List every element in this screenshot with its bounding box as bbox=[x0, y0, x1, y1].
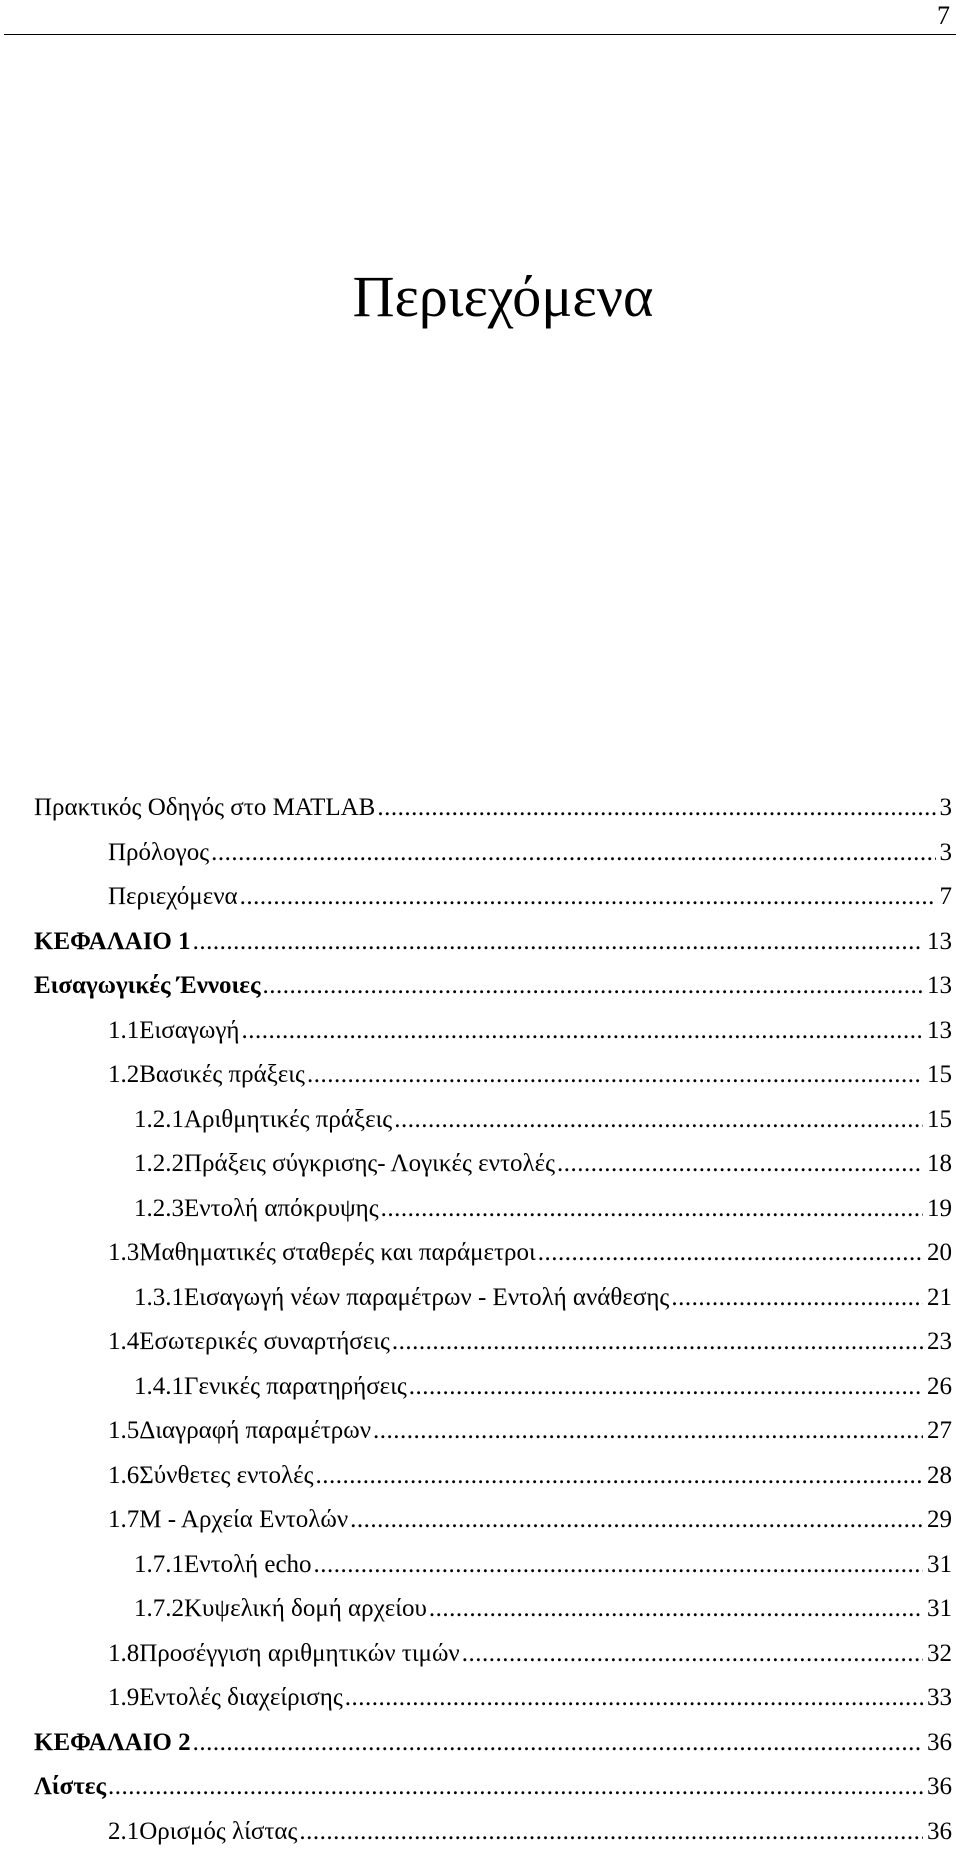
toc-dot-leader bbox=[462, 1632, 923, 1677]
toc-entry-title: Εσωτερικές συναρτήσεις bbox=[139, 1320, 390, 1365]
toc-entry[interactable] bbox=[0, 786, 960, 831]
toc-entry-page: 21 bbox=[927, 1276, 952, 1321]
toc-entry-page: 36 bbox=[927, 1765, 952, 1810]
toc-entry[interactable] bbox=[0, 1320, 960, 1365]
toc-entry-title: Λίστες bbox=[34, 1765, 106, 1810]
toc-entry-page: 15 bbox=[927, 1098, 952, 1143]
toc-entry-page: 20 bbox=[927, 1231, 952, 1276]
toc-dot-leader bbox=[557, 1142, 923, 1187]
toc-entry-page: 32 bbox=[927, 1632, 952, 1677]
toc-entry-title: Εντολή απόκρυψης bbox=[184, 1187, 379, 1232]
toc-entry-page: 13 bbox=[927, 920, 952, 965]
page-title: Περιεχόμενα bbox=[0, 262, 960, 332]
toc-entry-number: 2.1 bbox=[108, 1810, 139, 1854]
table-of-contents bbox=[0, 786, 960, 1854]
toc-entry-title: Σύνθετες εντολές bbox=[139, 1454, 313, 1499]
toc-entry[interactable] bbox=[0, 1454, 960, 1499]
toc-entry[interactable] bbox=[0, 1009, 960, 1054]
toc-entry-number: 1.7.2 bbox=[134, 1587, 184, 1632]
toc-entry[interactable] bbox=[0, 1765, 960, 1810]
toc-entry[interactable] bbox=[0, 920, 960, 965]
toc-entry[interactable] bbox=[0, 1543, 960, 1588]
toc-entry-page: 3 bbox=[940, 786, 953, 831]
toc-entry-number: 1.2.2 bbox=[134, 1142, 184, 1187]
page-number: 7 bbox=[937, 0, 950, 32]
toc-entry-title: Πράξεις σύγκρισης- Λογικές εντολές bbox=[184, 1142, 555, 1187]
toc-dot-leader bbox=[316, 1454, 923, 1499]
toc-entry[interactable] bbox=[0, 1676, 960, 1721]
toc-dot-leader bbox=[394, 1098, 923, 1143]
toc-entry-title: Εισαγωγή νέων παραμέτρων - Εντολή ανάθεσης bbox=[184, 1276, 669, 1321]
toc-entry[interactable] bbox=[0, 1276, 960, 1321]
toc-dot-leader bbox=[263, 964, 923, 1009]
toc-entry-number: 1.3 bbox=[108, 1231, 139, 1276]
toc-entry-number: 1.1 bbox=[108, 1009, 139, 1054]
toc-entry-page: 27 bbox=[927, 1409, 952, 1454]
toc-entry-page: 33 bbox=[927, 1676, 952, 1721]
toc-entry-page: 28 bbox=[927, 1454, 952, 1499]
toc-entry-number: 1.4.1 bbox=[134, 1365, 184, 1410]
toc-entry[interactable] bbox=[0, 1142, 960, 1187]
toc-entry[interactable] bbox=[0, 1098, 960, 1143]
toc-entry[interactable] bbox=[0, 1231, 960, 1276]
toc-entry[interactable] bbox=[0, 1409, 960, 1454]
toc-entry-number: 1.9 bbox=[108, 1676, 139, 1721]
toc-dot-leader bbox=[377, 786, 935, 831]
toc-entry-title: Αριθμητικές πράξεις bbox=[184, 1098, 392, 1143]
toc-entry-title: Διαγραφή παραμέτρων bbox=[139, 1409, 371, 1454]
toc-entry-page: 13 bbox=[927, 964, 952, 1009]
toc-entry[interactable] bbox=[0, 1498, 960, 1543]
toc-entry-title: Πρόλογος bbox=[108, 831, 209, 876]
toc-entry-title: Εισαγωγικές Έννοιες bbox=[34, 964, 261, 1009]
toc-dot-leader bbox=[671, 1276, 923, 1321]
toc-entry-page: 18 bbox=[927, 1142, 952, 1187]
toc-entry-title: Πρακτικός Οδηγός στο MATLAB bbox=[34, 786, 375, 831]
toc-entry-title: Εισαγωγή bbox=[139, 1009, 239, 1054]
toc-dot-leader bbox=[429, 1587, 923, 1632]
toc-dot-leader bbox=[241, 1009, 923, 1054]
toc-entry[interactable] bbox=[0, 1632, 960, 1677]
toc-dot-leader bbox=[299, 1810, 923, 1854]
toc-entry-title: ΚΕΦΑΛΑΙΟ 2 bbox=[34, 1721, 191, 1766]
toc-entry[interactable] bbox=[0, 964, 960, 1009]
toc-entry-page: 31 bbox=[927, 1587, 952, 1632]
toc-entry[interactable] bbox=[0, 831, 960, 876]
toc-dot-leader bbox=[314, 1543, 923, 1588]
toc-entry-page: 23 bbox=[927, 1320, 952, 1365]
toc-entry-title: Κυψελική δομή αρχείου bbox=[184, 1587, 427, 1632]
toc-entry[interactable] bbox=[0, 1721, 960, 1766]
toc-dot-leader bbox=[211, 831, 935, 876]
toc-entry-title: Βασικές πράξεις bbox=[139, 1053, 305, 1098]
toc-dot-leader bbox=[381, 1187, 923, 1232]
toc-entry[interactable] bbox=[0, 1365, 960, 1410]
toc-entry-title: Περιεχόμενα bbox=[108, 875, 238, 920]
toc-entry[interactable] bbox=[0, 1810, 960, 1854]
toc-dot-leader bbox=[350, 1498, 923, 1543]
toc-entry-title: Εντολές διαχείρισης bbox=[139, 1676, 342, 1721]
toc-entry-number: 1.2 bbox=[108, 1053, 139, 1098]
toc-entry-number: 1.6 bbox=[108, 1454, 139, 1499]
toc-entry-page: 26 bbox=[927, 1365, 952, 1410]
toc-entry-number: 1.7 bbox=[108, 1498, 139, 1543]
toc-entry-number: 1.2.1 bbox=[134, 1098, 184, 1143]
toc-entry-title: Μαθηματικές σταθερές και παράμετροι bbox=[139, 1231, 536, 1276]
toc-entry[interactable] bbox=[0, 1587, 960, 1632]
toc-dot-leader bbox=[345, 1676, 923, 1721]
toc-dot-leader bbox=[373, 1409, 923, 1454]
toc-entry-page: 3 bbox=[940, 831, 953, 876]
toc-entry-page: 31 bbox=[927, 1543, 952, 1588]
toc-entry-page: 29 bbox=[927, 1498, 952, 1543]
header-rule bbox=[4, 34, 956, 35]
toc-entry-number: 1.4 bbox=[108, 1320, 139, 1365]
toc-entry[interactable] bbox=[0, 875, 960, 920]
toc-entry-page: 19 bbox=[927, 1187, 952, 1232]
toc-dot-leader bbox=[193, 920, 923, 965]
toc-entry-title: Προσέγγιση αριθμητικών τιμών bbox=[139, 1632, 459, 1677]
toc-entry-page: 36 bbox=[927, 1721, 952, 1766]
toc-dot-leader bbox=[193, 1721, 923, 1766]
toc-entry[interactable] bbox=[0, 1053, 960, 1098]
toc-entry-title: Ορισμός λίστας bbox=[139, 1810, 297, 1854]
toc-entry-page: 36 bbox=[927, 1810, 952, 1854]
toc-dot-leader bbox=[307, 1053, 923, 1098]
toc-dot-leader bbox=[409, 1365, 923, 1410]
toc-entry[interactable] bbox=[0, 1187, 960, 1232]
toc-dot-leader bbox=[108, 1765, 923, 1810]
toc-dot-leader bbox=[392, 1320, 923, 1365]
toc-entry-page: 15 bbox=[927, 1053, 952, 1098]
toc-entry-number: 1.7.1 bbox=[134, 1543, 184, 1588]
toc-entry-number: 1.8 bbox=[108, 1632, 139, 1677]
toc-entry-number: 1.2.3 bbox=[134, 1187, 184, 1232]
toc-entry-title: ΚΕΦΑΛΑΙΟ 1 bbox=[34, 920, 191, 965]
toc-dot-leader bbox=[240, 875, 936, 920]
toc-entry-page: 7 bbox=[940, 875, 953, 920]
toc-entry-page: 13 bbox=[927, 1009, 952, 1054]
toc-entry-title: Μ - Αρχεία Εντολών bbox=[139, 1498, 348, 1543]
toc-entry-number: 1.3.1 bbox=[134, 1276, 184, 1321]
toc-entry-number: 1.5 bbox=[108, 1409, 139, 1454]
toc-dot-leader bbox=[538, 1231, 923, 1276]
toc-entry-title: Γενικές παρατηρήσεις bbox=[184, 1365, 407, 1410]
toc-entry-title: Εντολή echo bbox=[184, 1543, 312, 1588]
